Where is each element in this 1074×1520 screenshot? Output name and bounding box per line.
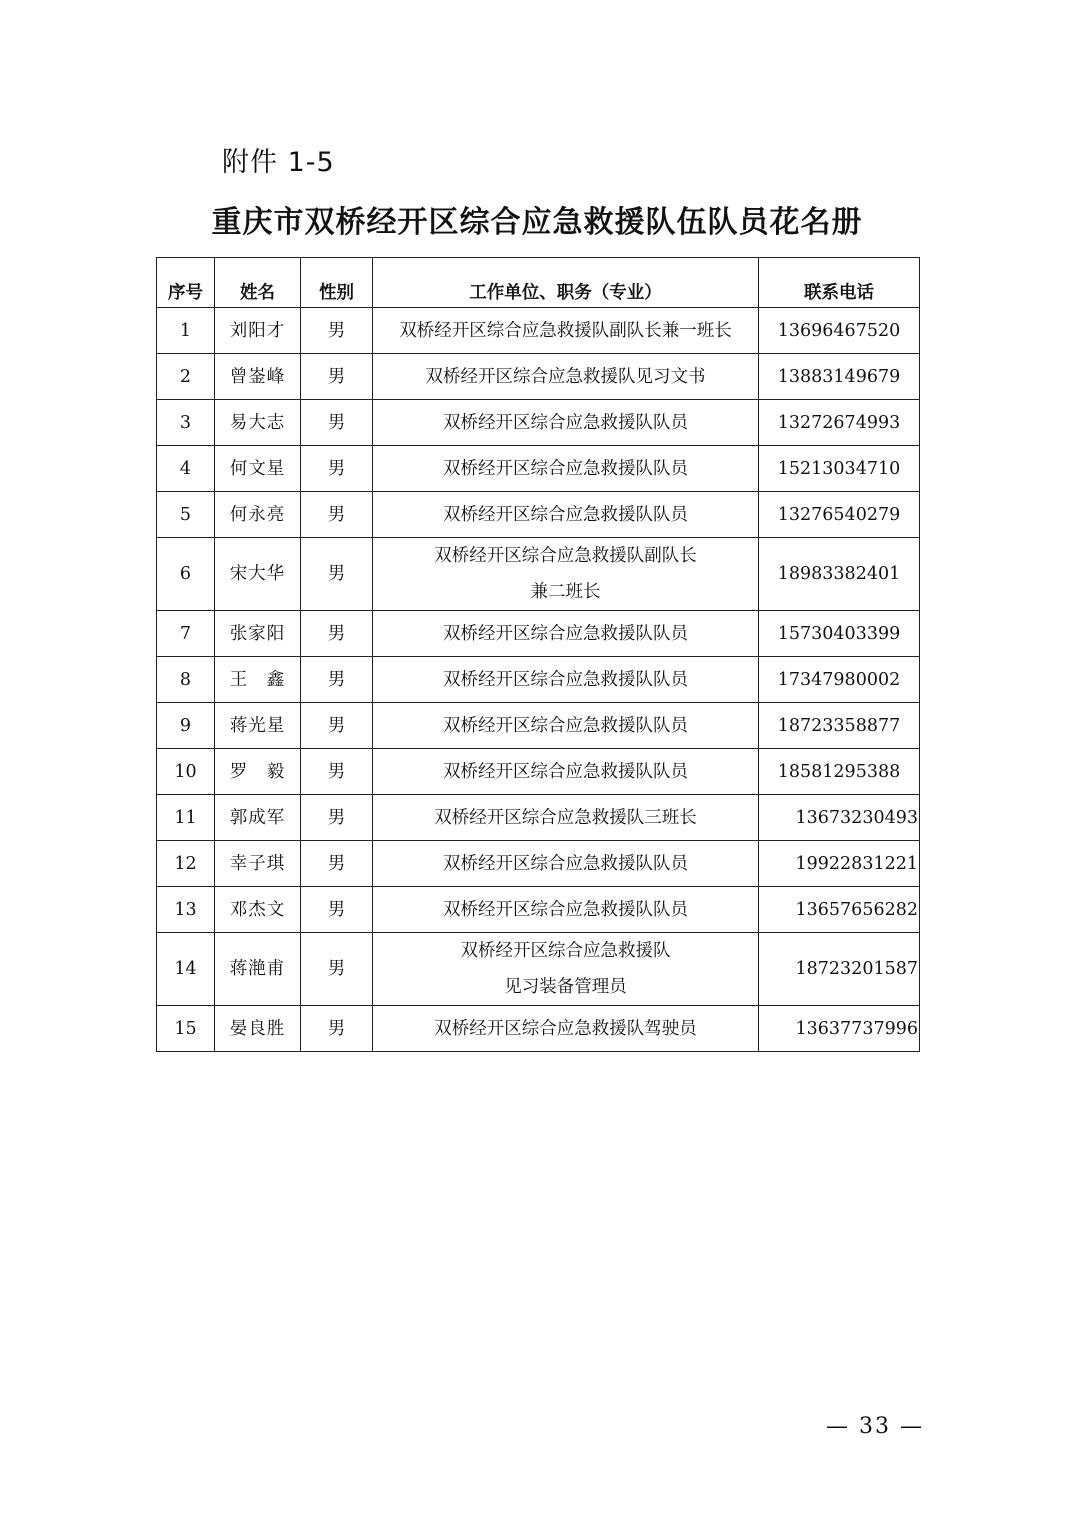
cell-unit — [373, 657, 759, 703]
cell-no: 7 — [157, 611, 215, 657]
cell-unit — [373, 354, 759, 400]
cell-phone: 19922831221 — [759, 841, 920, 887]
cell-no: 15 — [157, 1006, 215, 1052]
cell-phone: 13637737996 — [759, 1006, 920, 1052]
table-row — [157, 657, 920, 703]
cell-no: 10 — [157, 749, 215, 795]
cell-unit — [373, 400, 759, 446]
cell-phone: 15213034710 — [759, 446, 920, 492]
cell-gender: 男 — [301, 538, 373, 611]
table-row — [157, 611, 920, 657]
header-unit: 工作单位、职务（专业） — [373, 258, 759, 308]
table-row — [157, 354, 920, 400]
cell-no: 1 — [157, 308, 215, 354]
cell-gender: 男 — [301, 354, 373, 400]
cell-phone: 18723358877 — [759, 703, 920, 749]
unit-line: 双桥经开区综合应急救援队队员 — [443, 458, 688, 479]
table-row — [157, 887, 920, 933]
cell-name: 宋大华 — [215, 538, 301, 611]
cell-unit — [373, 841, 759, 887]
unit-line: 兼二班长 — [530, 582, 601, 602]
cell-gender: 男 — [301, 611, 373, 657]
cell-unit — [373, 446, 759, 492]
attachment-label: 附件 1-5 — [222, 147, 335, 178]
cell-name: 王 鑫 — [215, 657, 301, 703]
header-phone: 联系电话 — [759, 258, 920, 308]
cell-phone: 13883149679 — [759, 354, 920, 400]
cell-no: 13 — [157, 887, 215, 933]
cell-unit — [373, 611, 759, 657]
table-row — [157, 841, 920, 887]
cell-name: 晏良胜 — [215, 1006, 301, 1052]
cell-phone: 18723201587 — [759, 933, 920, 1006]
cell-phone: 17347980002 — [759, 657, 920, 703]
unit-line: 双桥经开区综合应急救援队队员 — [443, 853, 688, 874]
unit-line: 双桥经开区综合应急救援队队员 — [443, 623, 688, 644]
cell-name: 蒋滟甫 — [215, 933, 301, 1006]
table-header-row — [157, 258, 920, 308]
table-row — [157, 703, 920, 749]
cell-gender: 男 — [301, 887, 373, 933]
table-row — [157, 749, 920, 795]
unit-line: 双桥经开区综合应急救援队队员 — [443, 504, 688, 525]
cell-no: 14 — [157, 933, 215, 1006]
cell-name: 郭成军 — [215, 795, 301, 841]
cell-name: 何永亮 — [215, 492, 301, 538]
table-row — [157, 400, 920, 446]
page-number: — 33 — — [826, 1414, 924, 1439]
cell-no: 8 — [157, 657, 215, 703]
cell-name: 张家阳 — [215, 611, 301, 657]
header-no: 序号 — [157, 258, 215, 308]
cell-gender: 男 — [301, 492, 373, 538]
cell-name: 刘阳才 — [215, 308, 301, 354]
unit-line: 双桥经开区综合应急救援队队员 — [443, 412, 688, 433]
unit-line: 双桥经开区综合应急救援队副队长 — [434, 546, 697, 566]
cell-no: 11 — [157, 795, 215, 841]
cell-name: 幸子琪 — [215, 841, 301, 887]
cell-gender: 男 — [301, 446, 373, 492]
table-row — [157, 446, 920, 492]
cell-gender: 男 — [301, 795, 373, 841]
cell-unit — [373, 1006, 759, 1052]
unit-line: 双桥经开区综合应急救援队驾驶员 — [434, 1018, 697, 1039]
table-row — [157, 308, 920, 354]
table-row — [157, 795, 920, 841]
cell-unit — [373, 538, 759, 611]
unit-line: 双桥经开区综合应急救援队队员 — [443, 899, 688, 920]
cell-phone: 13276540279 — [759, 492, 920, 538]
cell-gender: 男 — [301, 749, 373, 795]
cell-phone: 18581295388 — [759, 749, 920, 795]
cell-gender: 男 — [301, 400, 373, 446]
unit-line: 双桥经开区综合应急救援队三班长 — [434, 807, 697, 828]
table-body — [157, 308, 920, 1052]
roster-table — [156, 257, 920, 1052]
header-name: 姓名 — [215, 258, 301, 308]
cell-name: 蒋光星 — [215, 703, 301, 749]
cell-gender: 男 — [301, 703, 373, 749]
unit-line: 双桥经开区综合应急救援队 — [460, 941, 671, 961]
cell-name: 邓杰文 — [215, 887, 301, 933]
cell-gender: 男 — [301, 1006, 373, 1052]
cell-phone: 13657656282 — [759, 887, 920, 933]
cell-no: 9 — [157, 703, 215, 749]
table-row — [157, 1006, 920, 1052]
unit-line: 见习装备管理员 — [504, 977, 627, 997]
table-row — [157, 538, 920, 611]
cell-no: 2 — [157, 354, 215, 400]
header-gender: 性别 — [301, 258, 373, 308]
cell-no: 6 — [157, 538, 215, 611]
cell-no: 3 — [157, 400, 215, 446]
cell-gender: 男 — [301, 841, 373, 887]
cell-gender: 男 — [301, 657, 373, 703]
document-title: 重庆市双桥经开区综合应急救援队伍队员花名册 — [211, 205, 863, 240]
cell-phone: 18983382401 — [759, 538, 920, 611]
cell-no: 12 — [157, 841, 215, 887]
cell-unit — [373, 492, 759, 538]
unit-line: 双桥经开区综合应急救援队队员 — [443, 715, 688, 736]
cell-no: 4 — [157, 446, 215, 492]
table-row — [157, 933, 920, 1006]
cell-unit — [373, 308, 759, 354]
cell-name: 易大志 — [215, 400, 301, 446]
cell-unit — [373, 749, 759, 795]
cell-phone: 15730403399 — [759, 611, 920, 657]
cell-name: 曾崟峰 — [215, 354, 301, 400]
table-row — [157, 492, 920, 538]
cell-phone: 13696467520 — [759, 308, 920, 354]
unit-line: 双桥经开区综合应急救援队副队长兼一班长 — [399, 320, 732, 341]
cell-no: 5 — [157, 492, 215, 538]
cell-phone: 13673230493 — [759, 795, 920, 841]
cell-gender: 男 — [301, 308, 373, 354]
cell-phone: 13272674993 — [759, 400, 920, 446]
unit-line: 双桥经开区综合应急救援队见习文书 — [425, 366, 706, 387]
cell-unit — [373, 933, 759, 1006]
cell-unit — [373, 887, 759, 933]
cell-unit — [373, 703, 759, 749]
cell-name: 何文星 — [215, 446, 301, 492]
cell-unit — [373, 795, 759, 841]
unit-line: 双桥经开区综合应急救援队队员 — [443, 669, 688, 690]
cell-name: 罗 毅 — [215, 749, 301, 795]
unit-line: 双桥经开区综合应急救援队队员 — [443, 761, 688, 782]
cell-gender: 男 — [301, 933, 373, 1006]
